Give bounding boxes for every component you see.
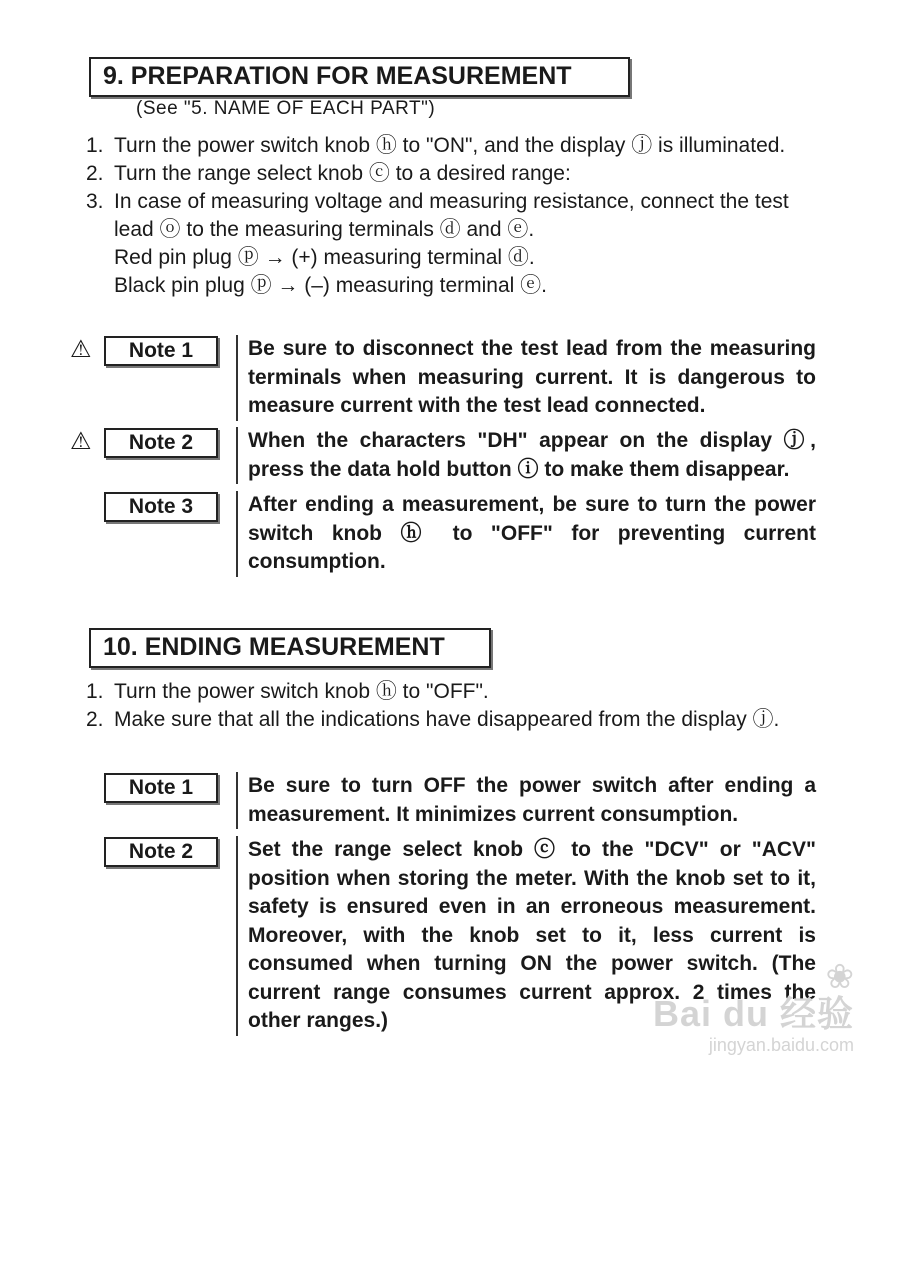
step-number: 3. — [86, 190, 104, 213]
note-label: Note 2 — [104, 428, 218, 458]
red-pin-line: Red pin plug ⓟ → (+) measuring terminal ⓓ. — [114, 246, 535, 269]
section-10-note-1 — [104, 772, 816, 829]
note-text: Be sure to turn OFF the power switch after ending a measurement. It minimizes current consumption. — [236, 772, 816, 829]
note-text: After ending a measurement, be sure to turn the power switch knob ⓗ to "OFF" for preventing current consumption. — [236, 491, 816, 577]
section-10-steps — [86, 678, 816, 734]
step-item — [86, 132, 816, 160]
watermark-url: jingyan.baidu.com — [708, 1035, 854, 1055]
note-label: Note 3 — [104, 492, 218, 522]
step-item — [86, 706, 816, 734]
note-label: Note 1 — [104, 336, 218, 366]
black-pin-line: Black pin plug ⓟ → (–) measuring terminal ⓔ. — [114, 274, 547, 297]
section-9-heading: 9. PREPARATION FOR MEASUREMENT — [89, 57, 630, 97]
warning-icon: ⚠ — [70, 428, 92, 455]
section-9-note-2 — [70, 427, 816, 484]
step-text: Turn the range select knob ⓒ to a desired range: — [114, 162, 571, 185]
section-10-heading: 10. ENDING MEASUREMENT — [89, 628, 491, 668]
note-text: When the characters "DH" appear on the display ⓙ, press the data hold button ⓘ to make them disappear. — [236, 427, 816, 484]
step-text: In case of measuring voltage and measuring resistance, connect the test lead ⓞ to the measuring terminals ⓓ and ⓔ. — [114, 190, 789, 241]
note-label: Note 1 — [104, 773, 218, 803]
step-number: 1. — [86, 134, 104, 157]
paw-icon: ❀ — [825, 958, 854, 996]
step-item — [86, 160, 816, 188]
step-text: Turn the power switch knob ⓗ to "ON", and the display ⓙ is illuminated. — [114, 134, 786, 157]
step-number: 2. — [86, 162, 104, 185]
section-9-steps — [86, 132, 816, 300]
see-reference: (See "5. NAME OF EACH PART") — [136, 98, 436, 119]
note-label: Note 2 — [104, 837, 218, 867]
step-text: Make sure that all the indications have disappeared from the display ⓙ. — [114, 708, 780, 731]
note-text: Set the range select knob ⓒ to the "DCV" or "ACV" position when storing the meter. With the knob set to it, safety is ensured even in an erroneous measurement. Moreover, with the knob set to it, less current is consumed when turning ON the power switch. (The current range consumes current approx. 2 times the other ranges.) — [236, 836, 816, 1036]
note-text: Be sure to disconnect the test lead from the measuring terminals when measuring current. It is dangerous to measure current with the test lead connected. — [236, 335, 816, 421]
section-9-note-3 — [104, 491, 816, 577]
step-item — [86, 678, 816, 706]
watermark-brand: Bai du 经验 — [652, 993, 854, 1034]
step-number: 2. — [86, 708, 104, 731]
baidu-watermark — [653, 960, 854, 1056]
warning-icon: ⚠ — [70, 336, 92, 363]
step-number: 1. — [86, 680, 104, 703]
step-item — [86, 188, 816, 300]
section-9-note-1 — [70, 335, 816, 421]
step-text: Turn the power switch knob ⓗ to "OFF". — [114, 680, 489, 703]
